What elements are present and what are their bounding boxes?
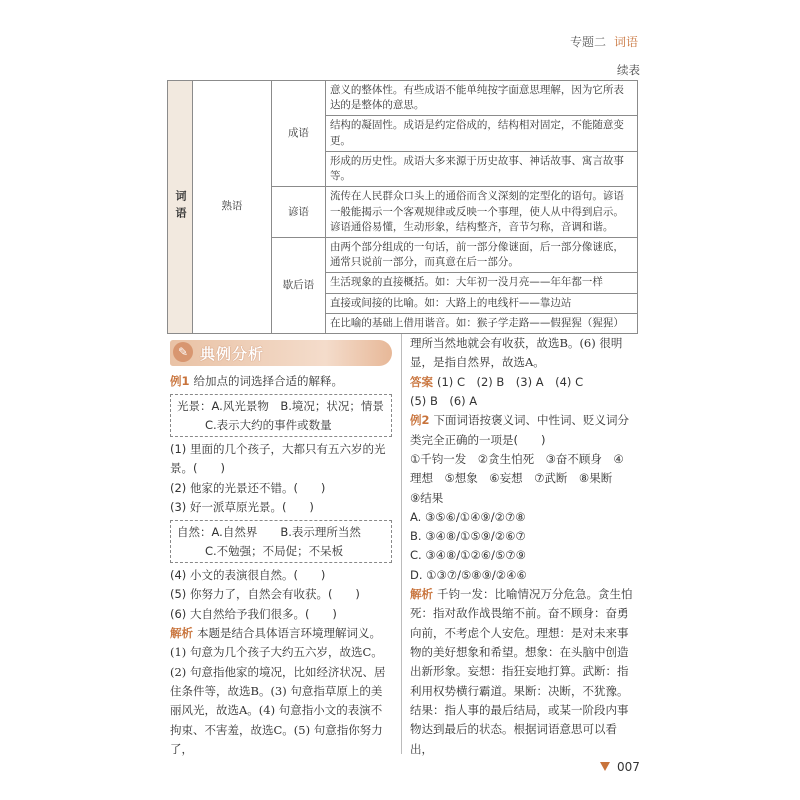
table-vertical-label: 词语: [168, 81, 193, 334]
example2-heading: [410, 411, 638, 450]
question-3: (3) 好一派草原光景。( ): [170, 500, 314, 515]
analysis-label: 解析: [170, 626, 193, 641]
table-cell: 生活现象的直接概括。如：大年初一没月亮——年年都一样: [325, 273, 637, 293]
column-divider: [401, 334, 402, 754]
example1-answer: [410, 373, 638, 392]
left-column: [170, 340, 392, 759]
analysis-text: 本题是结合具体语言环境理解词义。(1) 句意为几个孩子大约五六岁，故选C。(2) 句意指他家的境况，比如经济状况、居住条件等，故选B。(3) 句意指草原上的美丽风光，故选A。(4) 句意指小文的表演不拘束、不害羞，故选C。(5) 句意指你努力了，: [170, 626, 386, 756]
topic-label: 专题二: [569, 35, 606, 49]
question-1: (1) 里面的几个孩子，大都只有五六岁的光景。( ): [170, 442, 386, 476]
word-list-line: 理想 ⑤想象 ⑥妄想 ⑦武断 ⑧果断: [410, 471, 613, 486]
example2-prompt: 下面词语按褒义词、中性词、贬义词分类完全正确的一项是( ): [410, 413, 630, 447]
example1-analysis: [170, 624, 392, 759]
right-column: [410, 334, 638, 759]
analysis-label: 解析: [410, 587, 433, 602]
definition-box-guangjing: [170, 394, 392, 437]
question-5: (5) 你努力了，自然会有收获。( ): [170, 587, 360, 602]
table-group-yanyu: 谚语: [271, 187, 325, 238]
example1-analysis-cont: 理所当然地就会有收获，故选B。(6) 很明显，是指自然界，故选A。: [410, 336, 623, 370]
continued-label: 续表: [617, 63, 640, 77]
example2-label: 例2: [410, 413, 430, 428]
question-6: (6) 大自然给予我们很多。( ): [170, 606, 337, 621]
answer-label: 答案: [410, 374, 433, 389]
analysis-text: 千钧一发：比喻情况万分危急。贪生怕死：指对敌作战畏缩不前。奋不顾身：奋勇向前，不考虑个人安危。理想：是对未来事物的美好想象和希望。想象：在头脑中创造出新形象。妄想：指狂妄地打算。武断：指利用权势横行霸道。果断：决断，不犹豫。结果：指人事的最后结局，或某一阶段内事物达到最后的状态。根据词语意思可以看出，: [410, 587, 633, 756]
table-cell: 形成的历史性。成语大多来源于历史故事、神话故事、寓言故事等。: [325, 151, 637, 186]
example2-analysis: [410, 585, 638, 759]
answer-line: (5) B (6) A: [410, 393, 478, 408]
page-number: 007: [617, 760, 640, 774]
definition-line: 自然：A.自然界 B.表示理所当然: [177, 525, 361, 540]
table-category: 熟语: [192, 81, 271, 334]
definition-line: 光景：A.风光景物 B.境况；状况；情景: [177, 399, 384, 414]
idiom-table: [167, 80, 638, 334]
section-title: 典例分析: [200, 345, 265, 363]
answer-line: (1) C (2) B (3) A (4) C: [437, 374, 584, 389]
option-a: A. ③⑤⑥/①④⑨/②⑦⑧: [410, 509, 526, 524]
example1-prompt: 给加点的词选择合适的解释。: [193, 374, 344, 388]
definition-box-ziran: [170, 520, 392, 563]
table-cell: 结构的凝固性。成语是约定俗成的，结构相对固定，不能随意变更。: [325, 116, 637, 151]
table-cell: 流传在人民群众口头上的通俗而含义深刻的定型化的语句。谚语一般能揭示一个客观规律或反映一个事理，使人从中得到启示。谚语通俗易懂，生动形象，结构整齐，音节匀称，音调和谐。: [325, 187, 637, 238]
option-c: C. ③④⑧/①②⑥/⑤⑦⑨: [410, 548, 526, 563]
section-banner: [170, 340, 392, 366]
table-group-xiehouyu: 歇后语: [271, 237, 325, 333]
word-list-line: ⑨结果: [410, 490, 444, 505]
option-b: B. ③④⑧/①⑤⑨/②⑥⑦: [410, 529, 526, 544]
pencil-icon: ✎: [173, 342, 193, 362]
example1-heading: [170, 372, 392, 391]
table-cell: 直接或间接的比喻。如：大路上的电线杆——靠边站: [325, 293, 637, 313]
table-cell: 由两个部分组成的一句话，前一部分像谜面，后一部分像谜底，通常只说前一部分，而真意在后一部分。: [325, 237, 637, 272]
table-cell: 在比喻的基础上借用谐音。如：猴子学走路——假猩猩（猩猩）: [325, 313, 637, 333]
running-header: [570, 33, 638, 50]
option-d: D. ①③⑦/⑤⑧⑨/②④⑥: [410, 567, 527, 582]
definition-line: C.不勉强；不局促；不呆板: [205, 543, 344, 558]
table-cell: 意义的整体性。有些成语不能单纯按字面意思理解，因为它所表达的是整体的意思。: [325, 81, 637, 116]
section-label: 词语: [613, 35, 638, 49]
page-marker-icon: [600, 762, 610, 771]
definition-line: C.表示大约的事件或数量: [205, 417, 332, 432]
question-4: (4) 小文的表演很自然。( ): [170, 568, 326, 583]
question-2: (2) 他家的光景还不错。( ): [170, 480, 326, 495]
example1-label: 例1: [170, 374, 190, 388]
table-group-chengyu: 成语: [271, 81, 325, 187]
word-list-line: ①千钧一发 ②贪生怕死 ③奋不顾身 ④: [410, 451, 624, 466]
